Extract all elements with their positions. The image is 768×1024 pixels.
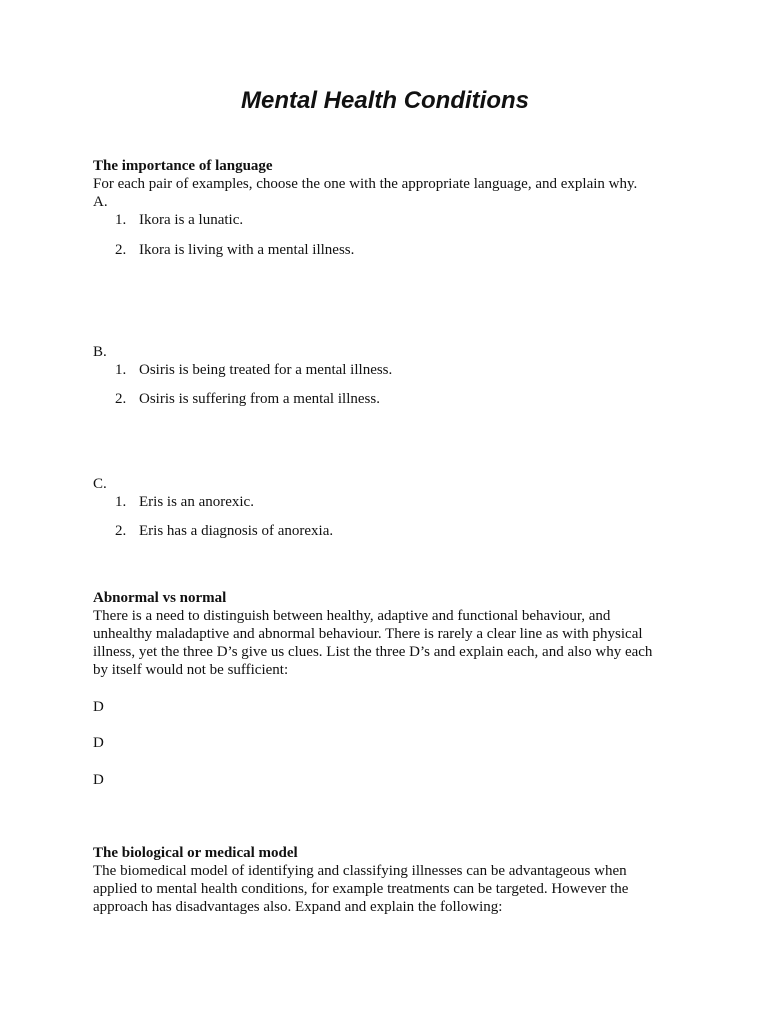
list-item xyxy=(115,493,254,511)
list-item xyxy=(115,241,354,259)
paragraph-line: by itself would not be sufficient: xyxy=(93,662,289,678)
list-item-text: Osiris is suffering from a mental illness. xyxy=(139,391,380,407)
list-item xyxy=(115,390,380,408)
list-item-text: Ikora is a lunatic. xyxy=(139,212,244,228)
section-heading-biomedical: The biological or medical model xyxy=(93,845,298,861)
list-item xyxy=(115,522,333,540)
list-item-number: 2. xyxy=(115,391,127,407)
section-heading-abnormal: Abnormal vs normal xyxy=(93,590,227,606)
list-item-text: Eris has a diagnosis of anorexia. xyxy=(139,523,334,539)
list-item-text: Eris is an anorexic. xyxy=(139,494,254,510)
list-item-number: 1. xyxy=(115,494,127,510)
paragraph-line: The biomedical model of identifying and classifying illnesses can be advantageous when xyxy=(93,863,627,879)
d-label: D xyxy=(93,699,104,715)
d-label: D xyxy=(93,735,104,751)
biomedical-paragraph xyxy=(93,862,693,916)
language-instruction: For each pair of examples, choose the one with the appropriate language, and explain why. xyxy=(93,176,638,192)
list-item-number: 1. xyxy=(115,212,127,228)
list-item-number: 2. xyxy=(115,523,127,539)
paragraph-line: illness, yet the three D’s give us clues. List the three D’s and explain each, and also why each xyxy=(93,644,653,660)
paragraph-line: unhealthy maladaptive and abnormal behaviour. There is rarely a clear line as with physical xyxy=(93,626,643,642)
group-label-c: C. xyxy=(93,476,107,492)
list-item-number: 2. xyxy=(115,242,127,258)
paragraph-line: applied to mental health conditions, for example treatments can be targeted. However the xyxy=(93,881,629,897)
d-label: D xyxy=(93,772,104,788)
list-item-text: Ikora is living with a mental illness. xyxy=(139,242,355,258)
page-title: Mental Health Conditions xyxy=(241,87,529,114)
list-item xyxy=(115,211,243,229)
paragraph-line: There is a need to distinguish between healthy, adaptive and functional behaviour, and xyxy=(93,608,611,624)
group-label-a: A. xyxy=(93,194,108,210)
list-item xyxy=(115,361,392,379)
list-item-text: Osiris is being treated for a mental illness. xyxy=(139,362,393,378)
list-item-number: 1. xyxy=(115,362,127,378)
section-heading-language: The importance of language xyxy=(93,158,273,174)
group-label-b: B. xyxy=(93,344,107,360)
paragraph-line: approach has disadvantages also. Expand and explain the following: xyxy=(93,899,503,915)
abnormal-paragraph xyxy=(93,607,693,679)
